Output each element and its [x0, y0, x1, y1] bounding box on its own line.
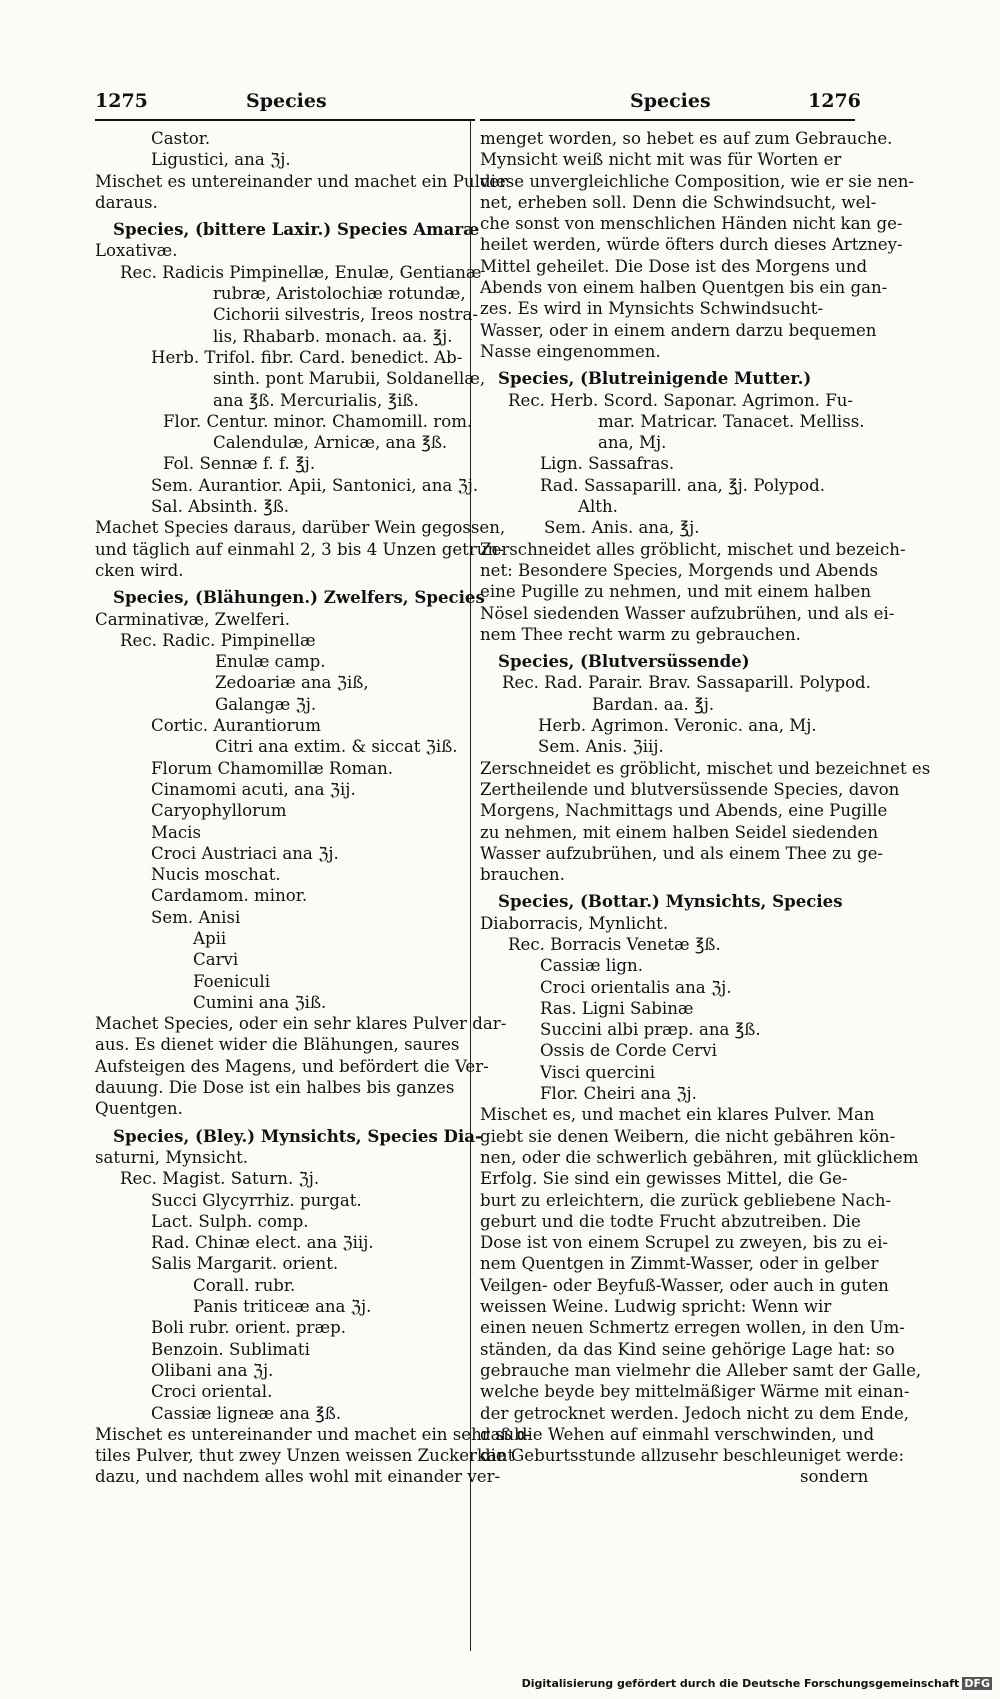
text-line: daß die Wehen auf einmahl verschwinden, und [480, 1424, 875, 1444]
text-line: Carvi [193, 950, 239, 970]
text-line: Succi Glycyrrhiz. purgat. [151, 1190, 362, 1210]
text-line: einen neuen Schmertz erregen wollen, in den Um- [480, 1318, 905, 1338]
text-line: Croci Austriaci ana ℨj. [151, 843, 339, 863]
text-line: giebt sie denen Weibern, die nicht gebähren kön- [480, 1126, 896, 1146]
text-line: burt zu erleichtern, die zurück gebliebene Nach- [480, 1190, 892, 1210]
text-line: Cichorii silvestris, Ireos nostra- [213, 305, 478, 325]
section-heading: Species, (Bottar.) Mynsichts, Species [498, 891, 843, 912]
text-line: Wasser, oder in einem andern darzu bequemen [480, 320, 877, 340]
text-line: weissen Weine. Ludwig spricht: Wenn wir [480, 1297, 832, 1317]
text-line: Rad. Chinæ elect. ana ℨiij. [151, 1233, 374, 1253]
left-running-title: Species [246, 90, 327, 112]
text-line: Zedoariæ ana ℨiß, [215, 673, 369, 693]
text-line: Mischet es untereinander und machet ein Pulver [95, 171, 508, 191]
text-line: tiles Pulver, thut zwey Unzen weissen Zuckerkant [95, 1446, 515, 1466]
text-line: Nucis moschat. [151, 865, 281, 885]
text-line: Mittel geheilet. Die Dose ist des Morgens und [480, 256, 868, 276]
text-line: Croci orientalis ana ℨj. [540, 977, 732, 997]
text-line: der getrocknet werden. Jedoch nicht zu dem Ende, [480, 1403, 910, 1423]
text-line: Wasser aufzubrühen, und als einem Thee zu ge- [480, 843, 884, 863]
section-heading: Species, (bittere Laxir.) Species Amaræ [113, 219, 480, 240]
text-line: welche beyde bey mittelmäßiger Wärme mit einan- [480, 1382, 910, 1402]
text-line: brauchen. [480, 865, 565, 885]
text-line: Apii [193, 928, 227, 948]
text-line: Herb. Agrimon. Veronic. ana, Mj. [538, 716, 817, 736]
text-line: Rec. Borracis Venetæ ℥ß. [508, 934, 721, 954]
text-line: Lact. Sulph. comp. [151, 1211, 309, 1231]
section-heading: Species, (Bley.) Mynsichts, Species Dia- [113, 1125, 482, 1146]
text-line: Flor. Centur. minor. Chamomill. rom. [163, 411, 473, 431]
text-line: Veilgen- oder Beyfuß-Wasser, oder auch in guten [480, 1275, 889, 1295]
text-line: Boli rubr. orient. præp. [151, 1318, 346, 1338]
text-line: und täglich auf einmahl 2, 3 bis 4 Unzen getrun- [95, 539, 504, 559]
text-line: Herb. Trifol. fibr. Card. benedict. Ab- [151, 347, 463, 367]
text-line: che sonst von menschlichen Händen nicht kan ge- [480, 214, 903, 234]
text-line: Panis triticeæ ana ℨj. [193, 1297, 372, 1317]
text-line: Dose ist von einem Scrupel zu zweyen, bis zu ei- [480, 1233, 889, 1253]
header-rule-right [480, 119, 855, 121]
text-line: Alth. [578, 497, 618, 517]
right-page-number: 1276 [808, 90, 861, 112]
text-line: Succini albi præp. ana ℥ß. [540, 1020, 761, 1040]
text-line: Sem. Anis. ℨiij. [538, 737, 664, 757]
text-line: Rec. Radicis Pimpinellæ, Enulæ, Gentianæ [120, 262, 482, 282]
text-line: Sal. Absinth. ℥ß. [151, 497, 290, 517]
text-line: Olibani ana ℨj. [151, 1360, 274, 1380]
text-line: Cassiæ lign. [540, 956, 643, 976]
text-line: die Geburtsstunde allzusehr beschleuniget werde: [480, 1446, 905, 1466]
text-line: Benzoin. Sublimati [151, 1339, 310, 1359]
text-line: Sem. Anisi [151, 907, 241, 927]
text-line: Diaborracis, Mynlicht. [480, 913, 669, 933]
text-line: sinth. pont Marubii, Soldanellæ, [213, 369, 486, 389]
text-line: geburt und die todte Frucht abzutreiben. Die [480, 1211, 861, 1231]
text-line: Machet Species daraus, darüber Wein gegossen, [95, 518, 506, 538]
text-line: Zerschneidet es gröblicht, mischet und bezeichnet es [480, 758, 931, 778]
text-line: Salis Margarit. orient. [151, 1254, 339, 1274]
text-line: Cinamomi acuti, ana ℨij. [151, 779, 356, 799]
text-line: nem Thee recht warm zu gebrauchen. [480, 624, 801, 644]
text-line: Ras. Ligni Sabinæ [540, 998, 694, 1018]
text-line: Rec. Radic. Pimpinellæ [120, 630, 316, 650]
text-line: ständen, da das Kind seine gehörige Lage hat: so [480, 1339, 895, 1359]
text-line: sondern [800, 1467, 869, 1487]
text-line: Rec. Herb. Scord. Saponar. Agrimon. Fu- [508, 390, 854, 410]
text-line: Nösel siedenden Wasser aufzubrühen, und als ei- [480, 603, 895, 623]
text-line: Loxativæ. [95, 241, 178, 261]
text-line: Carminativæ, Zwelferi. [95, 609, 290, 629]
text-line: Citri ana extim. & siccat ℨiß. [215, 737, 458, 757]
right-running-title: Species [630, 90, 711, 112]
text-line: Rec. Rad. Parair. Brav. Sassaparill. Polypod. [502, 673, 871, 693]
text-line: Calendulæ, Arnicæ, ana ℥ß. [213, 433, 448, 453]
text-line: net, erheben soll. Denn die Schwindsucht, wel- [480, 192, 877, 212]
text-line: saturni, Mynsicht. [95, 1147, 249, 1167]
text-line: Fol. Sennæ f. f. ℥j. [163, 454, 316, 474]
text-line: Mischet es, und machet ein klares Pulver. Man [480, 1105, 875, 1125]
text-line: rubræ, Aristolochiæ rotundæ, [213, 284, 466, 304]
text-line: Lign. Sassafras. [540, 454, 675, 474]
text-line: Sem. Anis. ana, ℥j. [544, 518, 700, 538]
text-line: ana ℥ß. Mercurialis, ℥iß. [213, 390, 419, 410]
section-heading: Species, (Blähungen.) Zwelfers, Species [113, 587, 485, 608]
text-line: Macis [151, 822, 202, 842]
text-line: Erfolg. Sie sind ein gewisses Mittel, die Ge- [480, 1169, 848, 1189]
text-line: dazu, und nachdem alles wohl mit einander ver- [95, 1467, 501, 1487]
text-line: Corall. rubr. [193, 1275, 296, 1295]
text-line: mar. Matricar. Tanacet. Melliss. [598, 411, 865, 431]
text-line: Cumini ana ℨiß. [193, 992, 327, 1012]
text-line: nen, oder die schwerlich gebähren, mit glücklichem [480, 1147, 919, 1167]
text-line: Enulæ camp. [215, 652, 326, 672]
text-line: Flor. Cheiri ana ℨj. [540, 1084, 697, 1104]
header-rule-left [95, 119, 475, 121]
text-line: Rec. Magist. Saturn. ℨj. [120, 1169, 320, 1189]
text-line: Castor. [151, 129, 211, 148]
text-line: Morgens, Nachmittags und Abends, eine Pugille [480, 801, 888, 821]
text-line: eine Pugille zu nehmen, und mit einem halben [480, 582, 872, 602]
text-line: menget worden, so hebet es auf zum Gebrauche. [480, 129, 893, 148]
text-line: ana, Mj. [598, 433, 667, 453]
text-line: Caryophyllorum [151, 801, 287, 821]
text-line: Galangæ ℨj. [215, 694, 317, 714]
section-heading: Species, (Blutversüssende) [498, 651, 750, 672]
column-divider [470, 121, 471, 1651]
text-line: Abends von einem halben Quentgen bis ein gan- [480, 278, 888, 298]
text-line: Quentgen. [95, 1099, 183, 1119]
text-line: aus. Es dienet wider die Blähungen, saures [95, 1035, 460, 1055]
text-line: zes. Es wird in Mynsichts Schwindsucht- [480, 299, 824, 319]
text-line: Ossis de Corde Cervi [540, 1041, 717, 1061]
footer [522, 1677, 992, 1690]
text-line: net: Besondere Species, Morgends und Abends [480, 560, 878, 580]
text-line: Cassiæ ligneæ ana ℥ß. [151, 1403, 342, 1423]
text-line: Machet Species, oder ein sehr klares Pulver dar- [95, 1014, 507, 1034]
text-line: Zerschneidet alles gröblicht, mischet und bezeich- [480, 539, 906, 559]
text-line: Mynsicht weiß nicht mit was für Worten er [480, 150, 842, 170]
text-line: Croci oriental. [151, 1382, 273, 1402]
dfg-logo: DFG [964, 1677, 990, 1690]
text-line: Cardamom. minor. [151, 886, 308, 906]
text-line: Cortic. Aurantiorum [151, 716, 321, 736]
text-line: Rad. Sassaparill. ana, ℥j. Polypod. [540, 475, 826, 495]
text-line: lis, Rhabarb. monach. aa. ℥j. [213, 326, 453, 346]
text-line: Visci quercini [540, 1062, 656, 1082]
text-line: zu nehmen, mit einem halben Seidel siedenden [480, 822, 879, 842]
section-heading: Species, (Blutreinigende Mutter.) [498, 368, 812, 389]
text-line: heilet werden, würde öfters durch dieses Artzney- [480, 235, 903, 255]
text-line: Sem. Aurantior. Apii, Santonici, ana ℨj. [151, 475, 479, 495]
text-line: Nasse eingenommen. [480, 341, 661, 361]
text-line: dauung. Die Dose ist ein halbes bis ganzes [95, 1078, 455, 1098]
text-line: cken wird. [95, 560, 184, 580]
text-line: Aufsteigen des Magens, und befördert die Ver- [95, 1056, 489, 1076]
text-line: Zertheilende und blutversüssende Species, davon [480, 779, 900, 799]
text-line: Ligustici, ana ℨj. [151, 150, 291, 170]
footer-credit: Digitalisierung gefördert durch die Deutsche Forschungsgemeinschaft [521, 1677, 960, 1690]
left-page-number: 1275 [95, 90, 148, 112]
right-column [480, 128, 931, 1488]
text-line: Foeniculi [193, 971, 271, 991]
text-line: Mischet es untereinander und machet ein sehr sub- [95, 1424, 531, 1444]
text-line: diese unvergleichliche Composition, wie er sie nen- [480, 171, 914, 191]
text-line: gebrauche man vielmehr die Alleber samt der Galle, [480, 1360, 922, 1380]
text-line: Florum Chamomillæ Roman. [151, 758, 394, 778]
text-line: nem Quentgen in Zimmt-Wasser, oder in gelber [480, 1254, 879, 1274]
text-line: daraus. [95, 192, 158, 212]
text-line: Bardan. aa. ℥j. [592, 694, 715, 714]
